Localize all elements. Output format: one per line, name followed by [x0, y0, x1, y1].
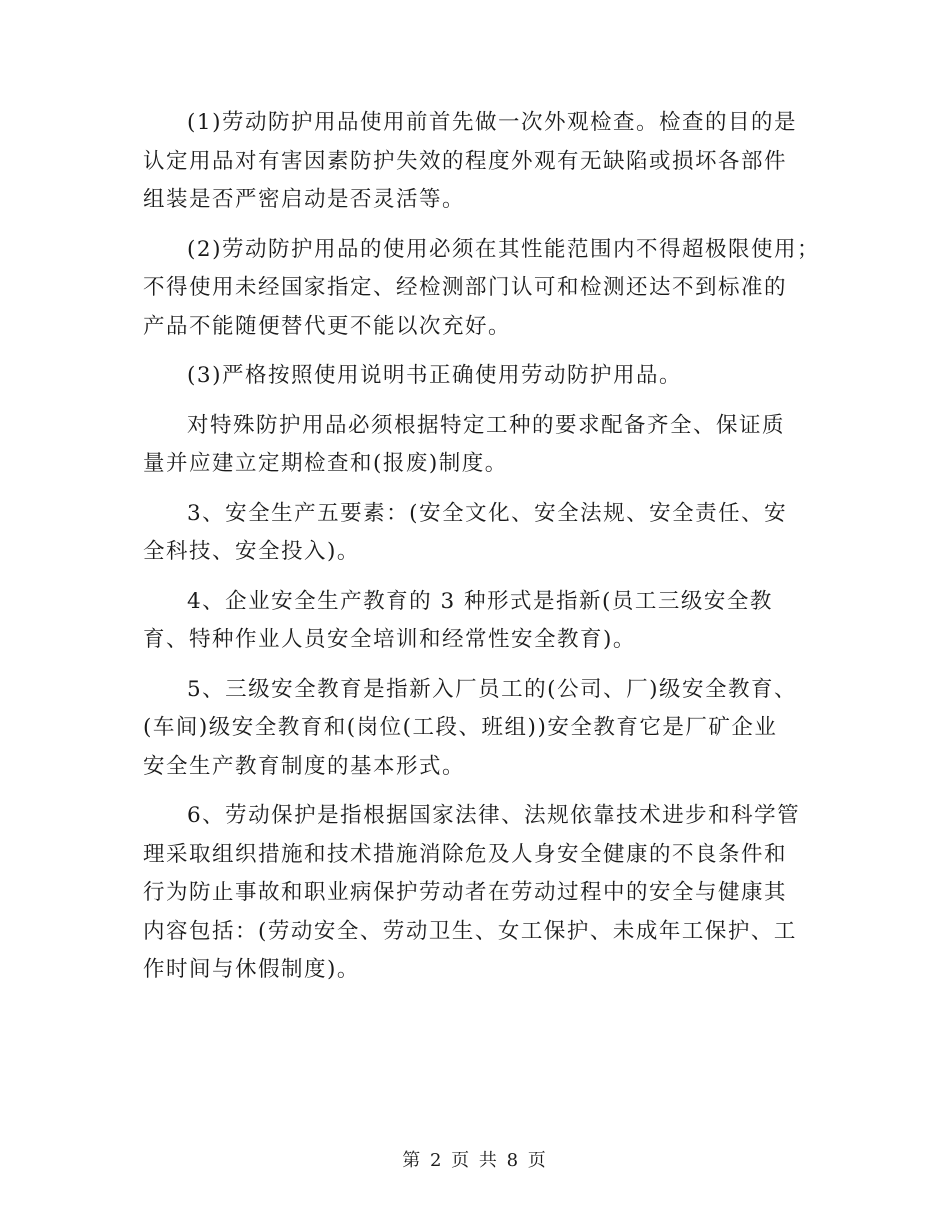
paragraph-line: 行为防止事故和职业病保护劳动者在劳动过程中的安全与健康其	[143, 880, 788, 905]
paragraph-line: 作时间与休假制度)。	[143, 957, 360, 982]
paragraph-line: 不得使用未经国家指定、经检测部门认可和检测还达不到标准的	[143, 275, 788, 300]
paragraph-line: (1)劳动防护用品使用前首先做一次外观检查。检查的目的是	[187, 110, 797, 135]
paragraph-3	[143, 357, 813, 396]
paragraph-line: 安全生产教育制度的基本形式。	[143, 753, 466, 779]
paragraph-line: 育、特种作业人员安全培训和经常性安全教育)。	[143, 627, 636, 652]
paragraph-line: 组装是否严密启动是否灵活等。	[143, 187, 466, 212]
paragraph-5	[143, 495, 813, 572]
paragraph-line: 4、企业安全生产教育的 3 种形式是指新(员工三级安全教	[187, 588, 773, 614]
paragraph-6	[143, 583, 813, 660]
paragraph-4	[143, 407, 813, 484]
paragraph-1	[143, 104, 813, 220]
paragraph-8	[143, 797, 813, 990]
paragraph-line: 6、劳动保护是指根据国家法律、法规依靠技术进步和科学管	[187, 803, 801, 828]
paragraph-line: 内容包括：(劳动安全、劳动卫生、女工保护、未成年工保护、工	[143, 918, 797, 944]
page-number-footer: 第 2 页 共 8 页	[402, 1150, 548, 1171]
paragraph-line: 5、三级安全教育是指新入厂员工的(公司、厂)级安全教育、	[187, 676, 797, 702]
paragraph-line: (2)劳动防护用品的使用必须在其性能范围内不得超极限使用；	[187, 236, 820, 262]
paragraph-2	[143, 231, 820, 347]
paragraph-line: 对特殊防护用品必须根据特定工种的要求配备齐全、保证质	[187, 412, 786, 438]
paragraph-line: 认定用品对有害因素防护失效的程度外观有无缺陷或损坏各部件	[143, 148, 788, 174]
paragraph-line: 理采取组织措施和技术措施消除危及人身安全健康的不良条件和	[143, 841, 788, 867]
paragraph-line: 3、安全生产五要素：(安全文化、安全法规、安全责任、安	[187, 500, 788, 526]
paragraph-line: 量并应建立定期检查和(报废)制度。	[143, 451, 508, 476]
paragraph-7	[143, 671, 813, 787]
paragraph-line: 产品不能随便替代更不能以次充好。	[143, 313, 512, 339]
document-body	[143, 104, 820, 1001]
paragraph-line: 全科技、安全投入)。	[143, 539, 360, 564]
paragraph-line: (3)严格按照使用说明书正确使用劳动防护用品。	[187, 363, 682, 388]
paragraph-line: (车间)级安全教育和(岗位(工段、班组))安全教育它是厂矿企业	[143, 715, 778, 740]
